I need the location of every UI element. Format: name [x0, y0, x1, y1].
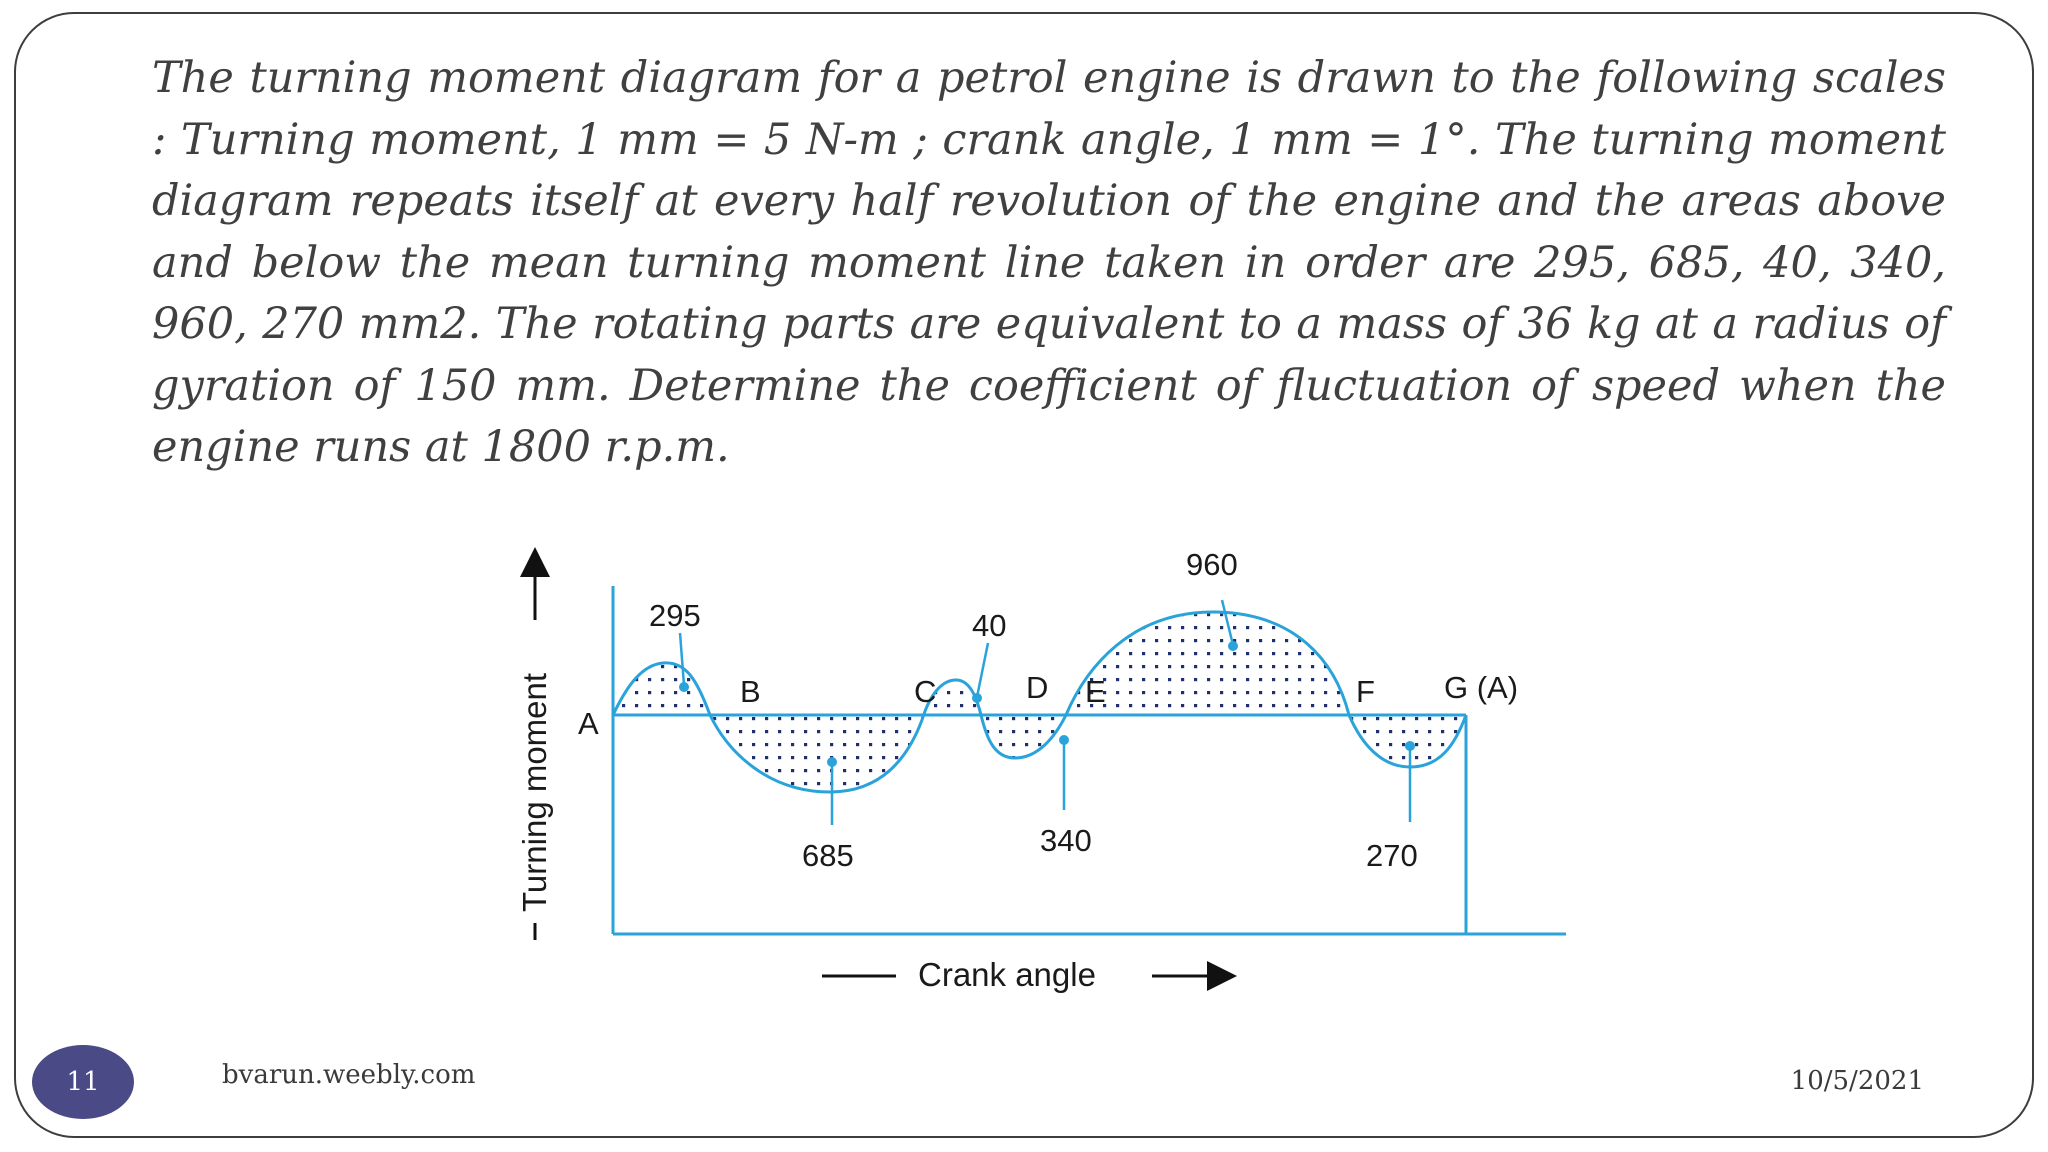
- area-label-340: 340: [1040, 823, 1092, 858]
- point-label-e: E: [1085, 674, 1106, 709]
- marker-960: [1228, 641, 1238, 651]
- area-fill-270: [1349, 715, 1466, 767]
- marker-685: [827, 757, 837, 767]
- y-axis-label: Turning moment: [516, 672, 553, 912]
- area-label-960: 960: [1186, 547, 1238, 582]
- area-label-270: 270: [1366, 838, 1418, 873]
- footer-site: bvarun.weebly.com: [222, 1060, 476, 1090]
- slide-number-badge: 11: [32, 1045, 134, 1119]
- turning-moment-diagram: [500, 530, 1580, 1010]
- marker-340: [1059, 735, 1069, 745]
- point-label-d: D: [1026, 670, 1049, 705]
- point-label-c: C: [914, 674, 937, 709]
- area-label-295: 295: [649, 598, 701, 633]
- area-fill-685: [710, 715, 922, 792]
- footer-date: 10/5/2021: [1790, 1066, 1924, 1096]
- marker-40: [972, 693, 982, 703]
- area-label-40: 40: [972, 608, 1007, 643]
- point-label-a: A: [578, 706, 599, 741]
- point-label-f: F: [1356, 674, 1375, 709]
- point-label-b: B: [740, 674, 761, 709]
- area-fill-960: [1066, 612, 1349, 715]
- x-axis-label: Crank angle: [918, 956, 1096, 993]
- leader-40: [977, 643, 988, 697]
- marker-270: [1405, 741, 1415, 751]
- marker-295: [679, 682, 689, 692]
- problem-statement: The turning moment diagram for a petrol engine is drawn to the following scales : Turning moment, 1 mm = 5 N-m ; crank angle, 1 mm = 1°. The turning moment diagram repeats itself at every half revolution of the engine and the areas above and below the mean turning moment line taken in order are 295, 685, 40, 340, 960, 270 mm2. The rotating parts are equivalent to a mass of 36 kg at a radius of gyration of 150 mm. Determine the coefficient of fluctuation of speed when the engine runs at 1800 r.p.m.: [152, 53, 1946, 472]
- point-label-g: G (A): [1444, 670, 1519, 705]
- area-label-685: 685: [802, 838, 854, 873]
